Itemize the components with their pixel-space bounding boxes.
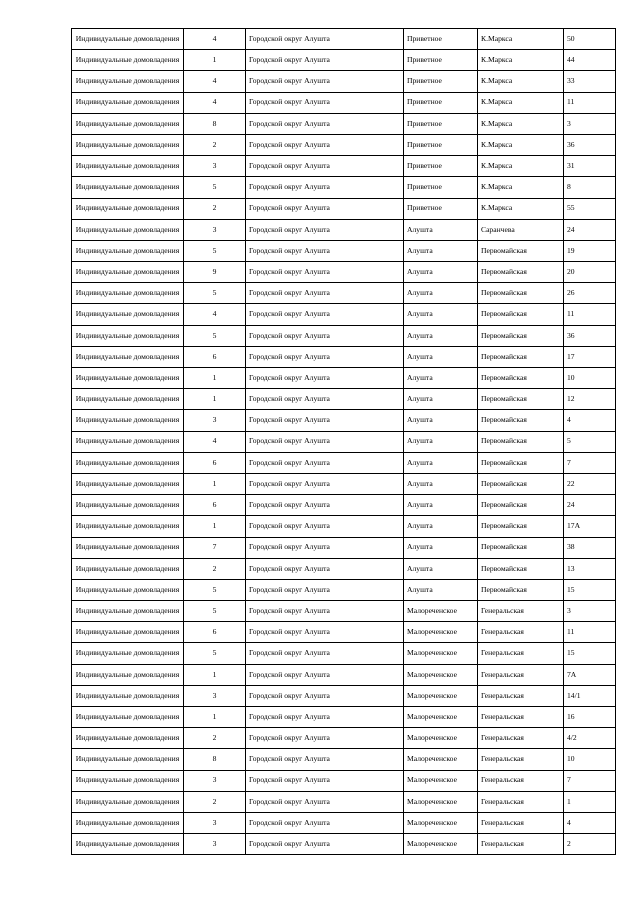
house-number-cell: 20 xyxy=(564,262,616,283)
building-type-cell: Индивидуальные домовладения xyxy=(72,325,184,346)
count-cell: 2 xyxy=(184,728,246,749)
locality-cell: Приветное xyxy=(404,71,478,92)
house-number-cell: 4 xyxy=(564,410,616,431)
locality-cell: Малореченское xyxy=(404,664,478,685)
district-cell: Городской округ Алушта xyxy=(246,685,404,706)
locality-cell: Приветное xyxy=(404,29,478,50)
count-cell: 1 xyxy=(184,664,246,685)
building-type-cell: Индивидуальные домовладения xyxy=(72,431,184,452)
count-cell: 2 xyxy=(184,134,246,155)
district-cell: Городской округ Алушта xyxy=(246,29,404,50)
house-number-cell: 10 xyxy=(564,368,616,389)
building-type-cell: Индивидуальные домовладения xyxy=(72,707,184,728)
locality-cell: Алушта xyxy=(404,516,478,537)
district-cell: Городской округ Алушта xyxy=(246,410,404,431)
count-cell: 6 xyxy=(184,622,246,643)
locality-cell: Приветное xyxy=(404,156,478,177)
table-row xyxy=(72,707,616,728)
locality-cell: Алушта xyxy=(404,410,478,431)
table-row xyxy=(72,177,616,198)
street-cell: Первомайская xyxy=(478,473,564,494)
table-row xyxy=(72,601,616,622)
locality-cell: Алушта xyxy=(404,389,478,410)
district-cell: Городской округ Алушта xyxy=(246,770,404,791)
district-cell: Городской округ Алушта xyxy=(246,368,404,389)
street-cell: Генеральская xyxy=(478,707,564,728)
house-number-cell: 5 xyxy=(564,431,616,452)
district-cell: Городской округ Алушта xyxy=(246,707,404,728)
table-row xyxy=(72,473,616,494)
district-cell: Городской округ Алушта xyxy=(246,579,404,600)
table-row xyxy=(72,113,616,134)
house-number-cell: 8 xyxy=(564,177,616,198)
street-cell: К.Маркса xyxy=(478,29,564,50)
district-cell: Городской округ Алушта xyxy=(246,134,404,155)
table-row xyxy=(72,92,616,113)
table-row xyxy=(72,643,616,664)
building-type-cell: Индивидуальные домовладения xyxy=(72,452,184,473)
count-cell: 4 xyxy=(184,92,246,113)
locality-cell: Алушта xyxy=(404,346,478,367)
table-row xyxy=(72,50,616,71)
locality-cell: Алушта xyxy=(404,262,478,283)
count-cell: 4 xyxy=(184,431,246,452)
street-cell: К.Маркса xyxy=(478,134,564,155)
building-type-cell: Индивидуальные домовладения xyxy=(72,495,184,516)
street-cell: Первомайская xyxy=(478,452,564,473)
table-row xyxy=(72,558,616,579)
district-cell: Городской округ Алушта xyxy=(246,50,404,71)
table-row xyxy=(72,622,616,643)
building-type-cell: Индивидуальные домовладения xyxy=(72,368,184,389)
count-cell: 7 xyxy=(184,537,246,558)
building-type-cell: Индивидуальные домовладения xyxy=(72,791,184,812)
district-cell: Городской округ Алушта xyxy=(246,664,404,685)
house-number-cell: 22 xyxy=(564,473,616,494)
table-row xyxy=(72,29,616,50)
count-cell: 4 xyxy=(184,71,246,92)
district-cell: Городской округ Алушта xyxy=(246,537,404,558)
building-type-cell: Индивидуальные домовладения xyxy=(72,219,184,240)
house-number-cell: 44 xyxy=(564,50,616,71)
table-row xyxy=(72,685,616,706)
district-cell: Городской округ Алушта xyxy=(246,558,404,579)
building-type-cell: Индивидуальные домовладения xyxy=(72,134,184,155)
building-type-cell: Индивидуальные домовладения xyxy=(72,685,184,706)
district-cell: Городской округ Алушта xyxy=(246,325,404,346)
district-cell: Городской округ Алушта xyxy=(246,516,404,537)
house-number-cell: 24 xyxy=(564,495,616,516)
house-number-cell: 15 xyxy=(564,579,616,600)
table-row xyxy=(72,495,616,516)
count-cell: 5 xyxy=(184,177,246,198)
count-cell: 1 xyxy=(184,368,246,389)
street-cell: Первомайская xyxy=(478,410,564,431)
count-cell: 3 xyxy=(184,685,246,706)
count-cell: 3 xyxy=(184,770,246,791)
house-number-cell: 12 xyxy=(564,389,616,410)
locality-cell: Алушта xyxy=(404,240,478,261)
building-type-cell: Индивидуальные домовладения xyxy=(72,92,184,113)
district-cell: Городской округ Алушта xyxy=(246,346,404,367)
locality-cell: Алушта xyxy=(404,579,478,600)
street-cell: Первомайская xyxy=(478,240,564,261)
house-number-cell: 7А xyxy=(564,664,616,685)
house-number-cell: 7 xyxy=(564,452,616,473)
locality-cell: Алушта xyxy=(404,304,478,325)
house-number-cell: 13 xyxy=(564,558,616,579)
house-number-cell: 4 xyxy=(564,812,616,833)
locality-cell: Малореченское xyxy=(404,707,478,728)
count-cell: 1 xyxy=(184,516,246,537)
count-cell: 4 xyxy=(184,29,246,50)
building-type-cell: Индивидуальные домовладения xyxy=(72,389,184,410)
table-row xyxy=(72,749,616,770)
street-cell: Первомайская xyxy=(478,325,564,346)
house-number-cell: 50 xyxy=(564,29,616,50)
count-cell: 1 xyxy=(184,473,246,494)
locality-cell: Приветное xyxy=(404,198,478,219)
street-cell: К.Маркса xyxy=(478,71,564,92)
count-cell: 3 xyxy=(184,410,246,431)
house-number-cell: 3 xyxy=(564,601,616,622)
street-cell: Генеральская xyxy=(478,770,564,791)
house-number-cell: 16 xyxy=(564,707,616,728)
locality-cell: Малореченское xyxy=(404,770,478,791)
table-row xyxy=(72,219,616,240)
building-type-cell: Индивидуальные домовладения xyxy=(72,728,184,749)
count-cell: 2 xyxy=(184,791,246,812)
street-cell: К.Маркса xyxy=(478,113,564,134)
table-row xyxy=(72,156,616,177)
table-row xyxy=(72,134,616,155)
building-type-cell: Индивидуальные домовладения xyxy=(72,622,184,643)
house-number-cell: 17А xyxy=(564,516,616,537)
house-number-cell: 17 xyxy=(564,346,616,367)
house-number-cell: 10 xyxy=(564,749,616,770)
locality-cell: Малореченское xyxy=(404,812,478,833)
table-row xyxy=(72,389,616,410)
count-cell: 3 xyxy=(184,156,246,177)
building-type-cell: Индивидуальные домовладения xyxy=(72,516,184,537)
building-type-cell: Индивидуальные домовладения xyxy=(72,177,184,198)
locality-cell: Приветное xyxy=(404,134,478,155)
building-type-cell: Индивидуальные домовладения xyxy=(72,601,184,622)
count-cell: 8 xyxy=(184,113,246,134)
house-number-cell: 55 xyxy=(564,198,616,219)
house-number-cell: 3 xyxy=(564,113,616,134)
house-number-cell: 11 xyxy=(564,304,616,325)
building-type-cell: Индивидуальные домовладения xyxy=(72,71,184,92)
street-cell: Генеральская xyxy=(478,728,564,749)
building-type-cell: Индивидуальные домовладения xyxy=(72,664,184,685)
district-cell: Городской округ Алушта xyxy=(246,812,404,833)
table-row xyxy=(72,304,616,325)
street-cell: Генеральская xyxy=(478,749,564,770)
street-cell: Генеральская xyxy=(478,643,564,664)
count-cell: 5 xyxy=(184,601,246,622)
table-row xyxy=(72,240,616,261)
locality-cell: Малореченское xyxy=(404,643,478,664)
table-row xyxy=(72,579,616,600)
count-cell: 9 xyxy=(184,262,246,283)
street-cell: Первомайская xyxy=(478,368,564,389)
table-row xyxy=(72,283,616,304)
district-cell: Городской округ Алушта xyxy=(246,622,404,643)
street-cell: Первомайская xyxy=(478,558,564,579)
street-cell: Первомайская xyxy=(478,283,564,304)
street-cell: Генеральская xyxy=(478,622,564,643)
table-row xyxy=(72,812,616,833)
locality-cell: Алушта xyxy=(404,452,478,473)
house-number-cell: 11 xyxy=(564,92,616,113)
table-row xyxy=(72,537,616,558)
street-cell: Генеральская xyxy=(478,834,564,855)
district-cell: Городской округ Алушта xyxy=(246,262,404,283)
district-cell: Городской округ Алушта xyxy=(246,283,404,304)
street-cell: К.Маркса xyxy=(478,156,564,177)
building-type-cell: Индивидуальные домовладения xyxy=(72,579,184,600)
table-row xyxy=(72,368,616,389)
street-cell: К.Маркса xyxy=(478,198,564,219)
street-cell: Первомайская xyxy=(478,389,564,410)
district-cell: Городской округ Алушта xyxy=(246,156,404,177)
locality-cell: Алушта xyxy=(404,537,478,558)
district-cell: Городской округ Алушта xyxy=(246,92,404,113)
count-cell: 5 xyxy=(184,325,246,346)
table-row xyxy=(72,834,616,855)
street-cell: Первомайская xyxy=(478,304,564,325)
house-number-cell: 24 xyxy=(564,219,616,240)
district-cell: Городской округ Алушта xyxy=(246,177,404,198)
locality-cell: Алушта xyxy=(404,219,478,240)
locality-cell: Малореченское xyxy=(404,834,478,855)
building-type-cell: Индивидуальные домовладения xyxy=(72,770,184,791)
building-type-cell: Индивидуальные домовладения xyxy=(72,558,184,579)
house-number-cell: 19 xyxy=(564,240,616,261)
district-cell: Городской округ Алушта xyxy=(246,791,404,812)
building-type-cell: Индивидуальные домовладения xyxy=(72,240,184,261)
locality-cell: Алушта xyxy=(404,325,478,346)
locality-cell: Приветное xyxy=(404,177,478,198)
count-cell: 1 xyxy=(184,389,246,410)
district-cell: Городской округ Алушта xyxy=(246,389,404,410)
building-type-cell: Индивидуальные домовладения xyxy=(72,346,184,367)
table-row xyxy=(72,664,616,685)
table-row xyxy=(72,770,616,791)
table-row xyxy=(72,71,616,92)
house-number-cell: 11 xyxy=(564,622,616,643)
count-cell: 4 xyxy=(184,304,246,325)
street-cell: Первомайская xyxy=(478,516,564,537)
district-cell: Городской округ Алушта xyxy=(246,452,404,473)
count-cell: 2 xyxy=(184,198,246,219)
building-type-cell: Индивидуальные домовладения xyxy=(72,643,184,664)
locality-cell: Алушта xyxy=(404,431,478,452)
street-cell: Генеральская xyxy=(478,664,564,685)
table-row xyxy=(72,516,616,537)
count-cell: 8 xyxy=(184,749,246,770)
building-type-cell: Индивидуальные домовладения xyxy=(72,283,184,304)
district-cell: Городской округ Алушта xyxy=(246,431,404,452)
house-number-cell: 33 xyxy=(564,71,616,92)
street-cell: К.Маркса xyxy=(478,92,564,113)
street-cell: Первомайская xyxy=(478,346,564,367)
district-cell: Городской округ Алушта xyxy=(246,113,404,134)
table-row xyxy=(72,346,616,367)
count-cell: 1 xyxy=(184,707,246,728)
count-cell: 5 xyxy=(184,240,246,261)
locality-cell: Малореченское xyxy=(404,601,478,622)
street-cell: Саранчева xyxy=(478,219,564,240)
house-number-cell: 7 xyxy=(564,770,616,791)
locality-cell: Малореченское xyxy=(404,791,478,812)
building-type-cell: Индивидуальные домовладения xyxy=(72,410,184,431)
district-cell: Городской округ Алушта xyxy=(246,240,404,261)
house-number-cell: 14/1 xyxy=(564,685,616,706)
count-cell: 6 xyxy=(184,346,246,367)
table-row xyxy=(72,452,616,473)
locality-cell: Алушта xyxy=(404,368,478,389)
building-type-cell: Индивидуальные домовладения xyxy=(72,156,184,177)
building-type-cell: Индивидуальные домовладения xyxy=(72,262,184,283)
locality-cell: Приветное xyxy=(404,50,478,71)
count-cell: 3 xyxy=(184,219,246,240)
count-cell: 6 xyxy=(184,452,246,473)
count-cell: 3 xyxy=(184,812,246,833)
locality-cell: Малореченское xyxy=(404,685,478,706)
house-number-cell: 4/2 xyxy=(564,728,616,749)
count-cell: 5 xyxy=(184,579,246,600)
house-number-cell: 36 xyxy=(564,325,616,346)
locality-cell: Приветное xyxy=(404,113,478,134)
building-type-cell: Индивидуальные домовладения xyxy=(72,537,184,558)
district-cell: Городской округ Алушта xyxy=(246,495,404,516)
building-type-cell: Индивидуальные домовладения xyxy=(72,812,184,833)
table-row xyxy=(72,198,616,219)
building-type-cell: Индивидуальные домовладения xyxy=(72,473,184,494)
district-cell: Городской округ Алушта xyxy=(246,473,404,494)
district-cell: Городской округ Алушта xyxy=(246,71,404,92)
building-type-cell: Индивидуальные домовладения xyxy=(72,198,184,219)
building-type-cell: Индивидуальные домовладения xyxy=(72,749,184,770)
street-cell: Первомайская xyxy=(478,495,564,516)
street-cell: Генеральская xyxy=(478,685,564,706)
locality-cell: Приветное xyxy=(404,92,478,113)
count-cell: 5 xyxy=(184,283,246,304)
house-number-cell: 36 xyxy=(564,134,616,155)
locality-cell: Алушта xyxy=(404,473,478,494)
table-row xyxy=(72,728,616,749)
table-row xyxy=(72,791,616,812)
house-number-cell: 15 xyxy=(564,643,616,664)
locality-cell: Малореченское xyxy=(404,749,478,770)
table-row xyxy=(72,262,616,283)
street-cell: Генеральская xyxy=(478,791,564,812)
address-table xyxy=(71,28,616,855)
table-row xyxy=(72,431,616,452)
locality-cell: Алушта xyxy=(404,283,478,304)
street-cell: Первомайская xyxy=(478,431,564,452)
building-type-cell: Индивидуальные домовладения xyxy=(72,834,184,855)
district-cell: Городской округ Алушта xyxy=(246,198,404,219)
table-row xyxy=(72,325,616,346)
district-cell: Городской округ Алушта xyxy=(246,219,404,240)
street-cell: К.Маркса xyxy=(478,177,564,198)
house-number-cell: 2 xyxy=(564,834,616,855)
street-cell: К.Маркса xyxy=(478,50,564,71)
address-table-body xyxy=(72,29,616,855)
building-type-cell: Индивидуальные домовладения xyxy=(72,50,184,71)
street-cell: Первомайская xyxy=(478,262,564,283)
street-cell: Первомайская xyxy=(478,537,564,558)
locality-cell: Малореченское xyxy=(404,728,478,749)
building-type-cell: Индивидуальные домовладения xyxy=(72,113,184,134)
count-cell: 2 xyxy=(184,558,246,579)
locality-cell: Алушта xyxy=(404,558,478,579)
district-cell: Городской округ Алушта xyxy=(246,601,404,622)
street-cell: Генеральская xyxy=(478,601,564,622)
table-row xyxy=(72,410,616,431)
street-cell: Первомайская xyxy=(478,579,564,600)
district-cell: Городской округ Алушта xyxy=(246,304,404,325)
street-cell: Генеральская xyxy=(478,812,564,833)
house-number-cell: 26 xyxy=(564,283,616,304)
count-cell: 1 xyxy=(184,50,246,71)
building-type-cell: Индивидуальные домовладения xyxy=(72,29,184,50)
locality-cell: Алушта xyxy=(404,495,478,516)
district-cell: Городской округ Алушта xyxy=(246,728,404,749)
count-cell: 5 xyxy=(184,643,246,664)
count-cell: 6 xyxy=(184,495,246,516)
building-type-cell: Индивидуальные домовладения xyxy=(72,304,184,325)
house-number-cell: 31 xyxy=(564,156,616,177)
house-number-cell: 38 xyxy=(564,537,616,558)
district-cell: Городской округ Алушта xyxy=(246,834,404,855)
house-number-cell: 1 xyxy=(564,791,616,812)
district-cell: Городской округ Алушта xyxy=(246,749,404,770)
count-cell: 3 xyxy=(184,834,246,855)
locality-cell: Малореченское xyxy=(404,622,478,643)
district-cell: Городской округ Алушта xyxy=(246,643,404,664)
